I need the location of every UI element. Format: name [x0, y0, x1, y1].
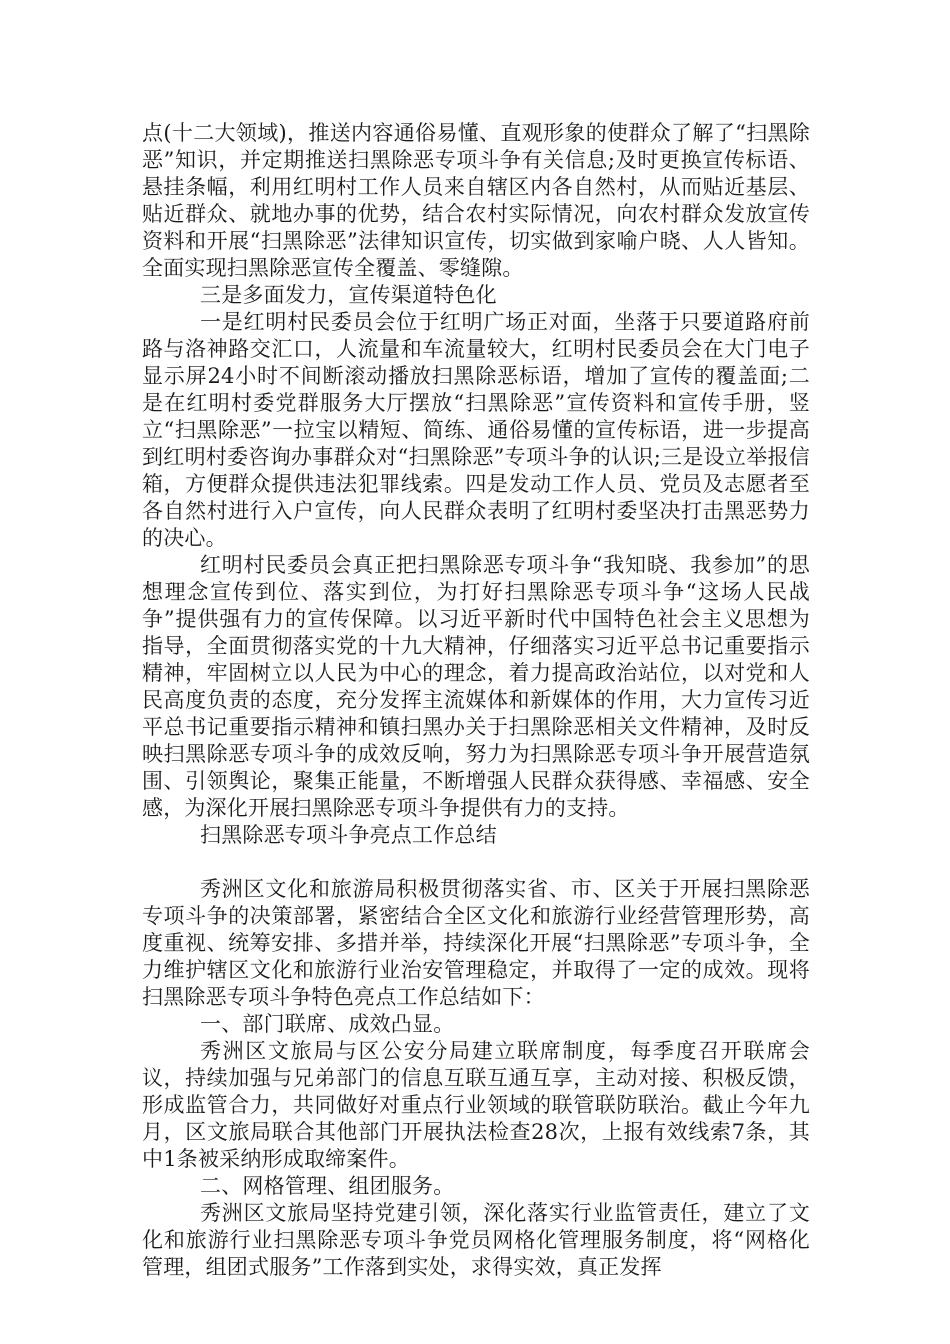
document-title: 扫黑除恶专项斗争亮点工作总结 [200, 823, 497, 847]
paragraph-continuation: 点(十二大领域)，推送内容通俗易懂、直观形象的使群众了解了“扫黑除恶”知识，并定期推送扫黑除恶专项斗争有关信息;及时更换宣传标语、悬挂条幅，利用红明村工作人员来自辖区内各自然村，从而贴近基层、贴近群众、就地办事的优势，结合农村实际情况，向农村群众发放宣传资料和开展“扫黑除恶”法律知识宣传，切实做到家喻户晓、人人皆知。全面实现扫黑除恶宣传全覆盖、零缝隙。 [142, 121, 810, 280]
paragraph-joint-meeting: 秀洲区文旅局与区公安分局建立联席制度，每季度召开联席会议，持续加强与兄弟部门的信息互联互通互享，主动对接、积极反馈，形成监管合力，共同做好对重点行业领域的联管联防联治。截止今年九月，区文旅局联合其他部门开展执法检查28次，上报有效线索7条，其中1条被采纳形成取缔案件。 [142, 1039, 810, 1171]
paragraph-committee-summary: 红明村民委员会真正把扫黑除恶专项斗争“我知晓、我参加”的思想理念宣传到位、落实到位，为打好扫黑除恶专项斗争“这场人民战争”提供强有力的宣传保障。以习近平新时代中国特色社会主义思想为指导，全面贯彻落实党的十九大精神，仔细落实习近平总书记重要指示精神，牢固树立以人民为中心的理念，着力提高政治站位，以对党和人民高度负责的态度，充分发挥主流媒体和新媒体的作用，大力宣传习近平总书记重要指示精神和镇扫黑办关于扫黑除恶相关文件精神，及时反映扫黑除恶专项斗争的成效反响，努力为扫黑除恶专项斗争开展营造氛围、引领舆论，聚集正能量，不断增强人民群众获得感、幸福感、安全感，为深化开展扫黑除恶专项斗争提供有力的支持。 [142, 553, 810, 820]
document-page [142, 120, 810, 1281]
section-heading-one: 一、部门联席、成效凸显。 [200, 1012, 455, 1036]
blank-line [142, 849, 810, 876]
section-heading-two: 二、网格管理、组团服务。 [200, 1174, 455, 1198]
paragraph-publicity-channels: 一是红明村民委员会位于红明广场正对面，坐落于只要道路府前路与洛神路交汇口，人流量和车流量较大，红明村民委员会在大门电子显示屏24小时不间断滚动播放扫黑除恶标语，增加了宣传的覆盖面;二是在红明村委党群服务大厅摆放“扫黑除恶”宣传资料和宣传手册，竖立“扫黑除恶”一拉宝以精短、简练、通俗易懂的宣传标语，进一步提高到红明村委咨询办事群众对“扫黑除恶”专项斗争的认识;三是设立举报信箱，方便群众提供违法犯罪线索。四是发动工作人员、党员及志愿者至各自然村进行入户宣传，向人民群众表明了红明村委坚决打击黑恶势力的决心。 [142, 310, 810, 550]
paragraph-grid-management: 秀洲区文旅局坚持党建引领，深化落实行业监管责任，建立了文化和旅游行业扫黑除恶专项斗争党员网格化管理服务制度，将“网格化管理，组团式服务”工作落到实处，求得实效，真正发挥 [142, 1201, 810, 1279]
section-heading-three: 三是多面发力，宣传渠道特色化 [200, 283, 497, 307]
paragraph-introduction: 秀洲区文化和旅游局积极贯彻落实省、市、区关于开展扫黑除恶专项斗争的决策部署，紧密结合全区文化和旅游行业经营管理形势，高度重视、统筹安排、多措并举，持续深化开展“扫黑除恶”专项斗争，全力维护辖区文化和旅游行业治安管理稳定，并取得了一定的成效。现将扫黑除恶专项斗争特色亮点工作总结如下： [142, 877, 810, 1009]
